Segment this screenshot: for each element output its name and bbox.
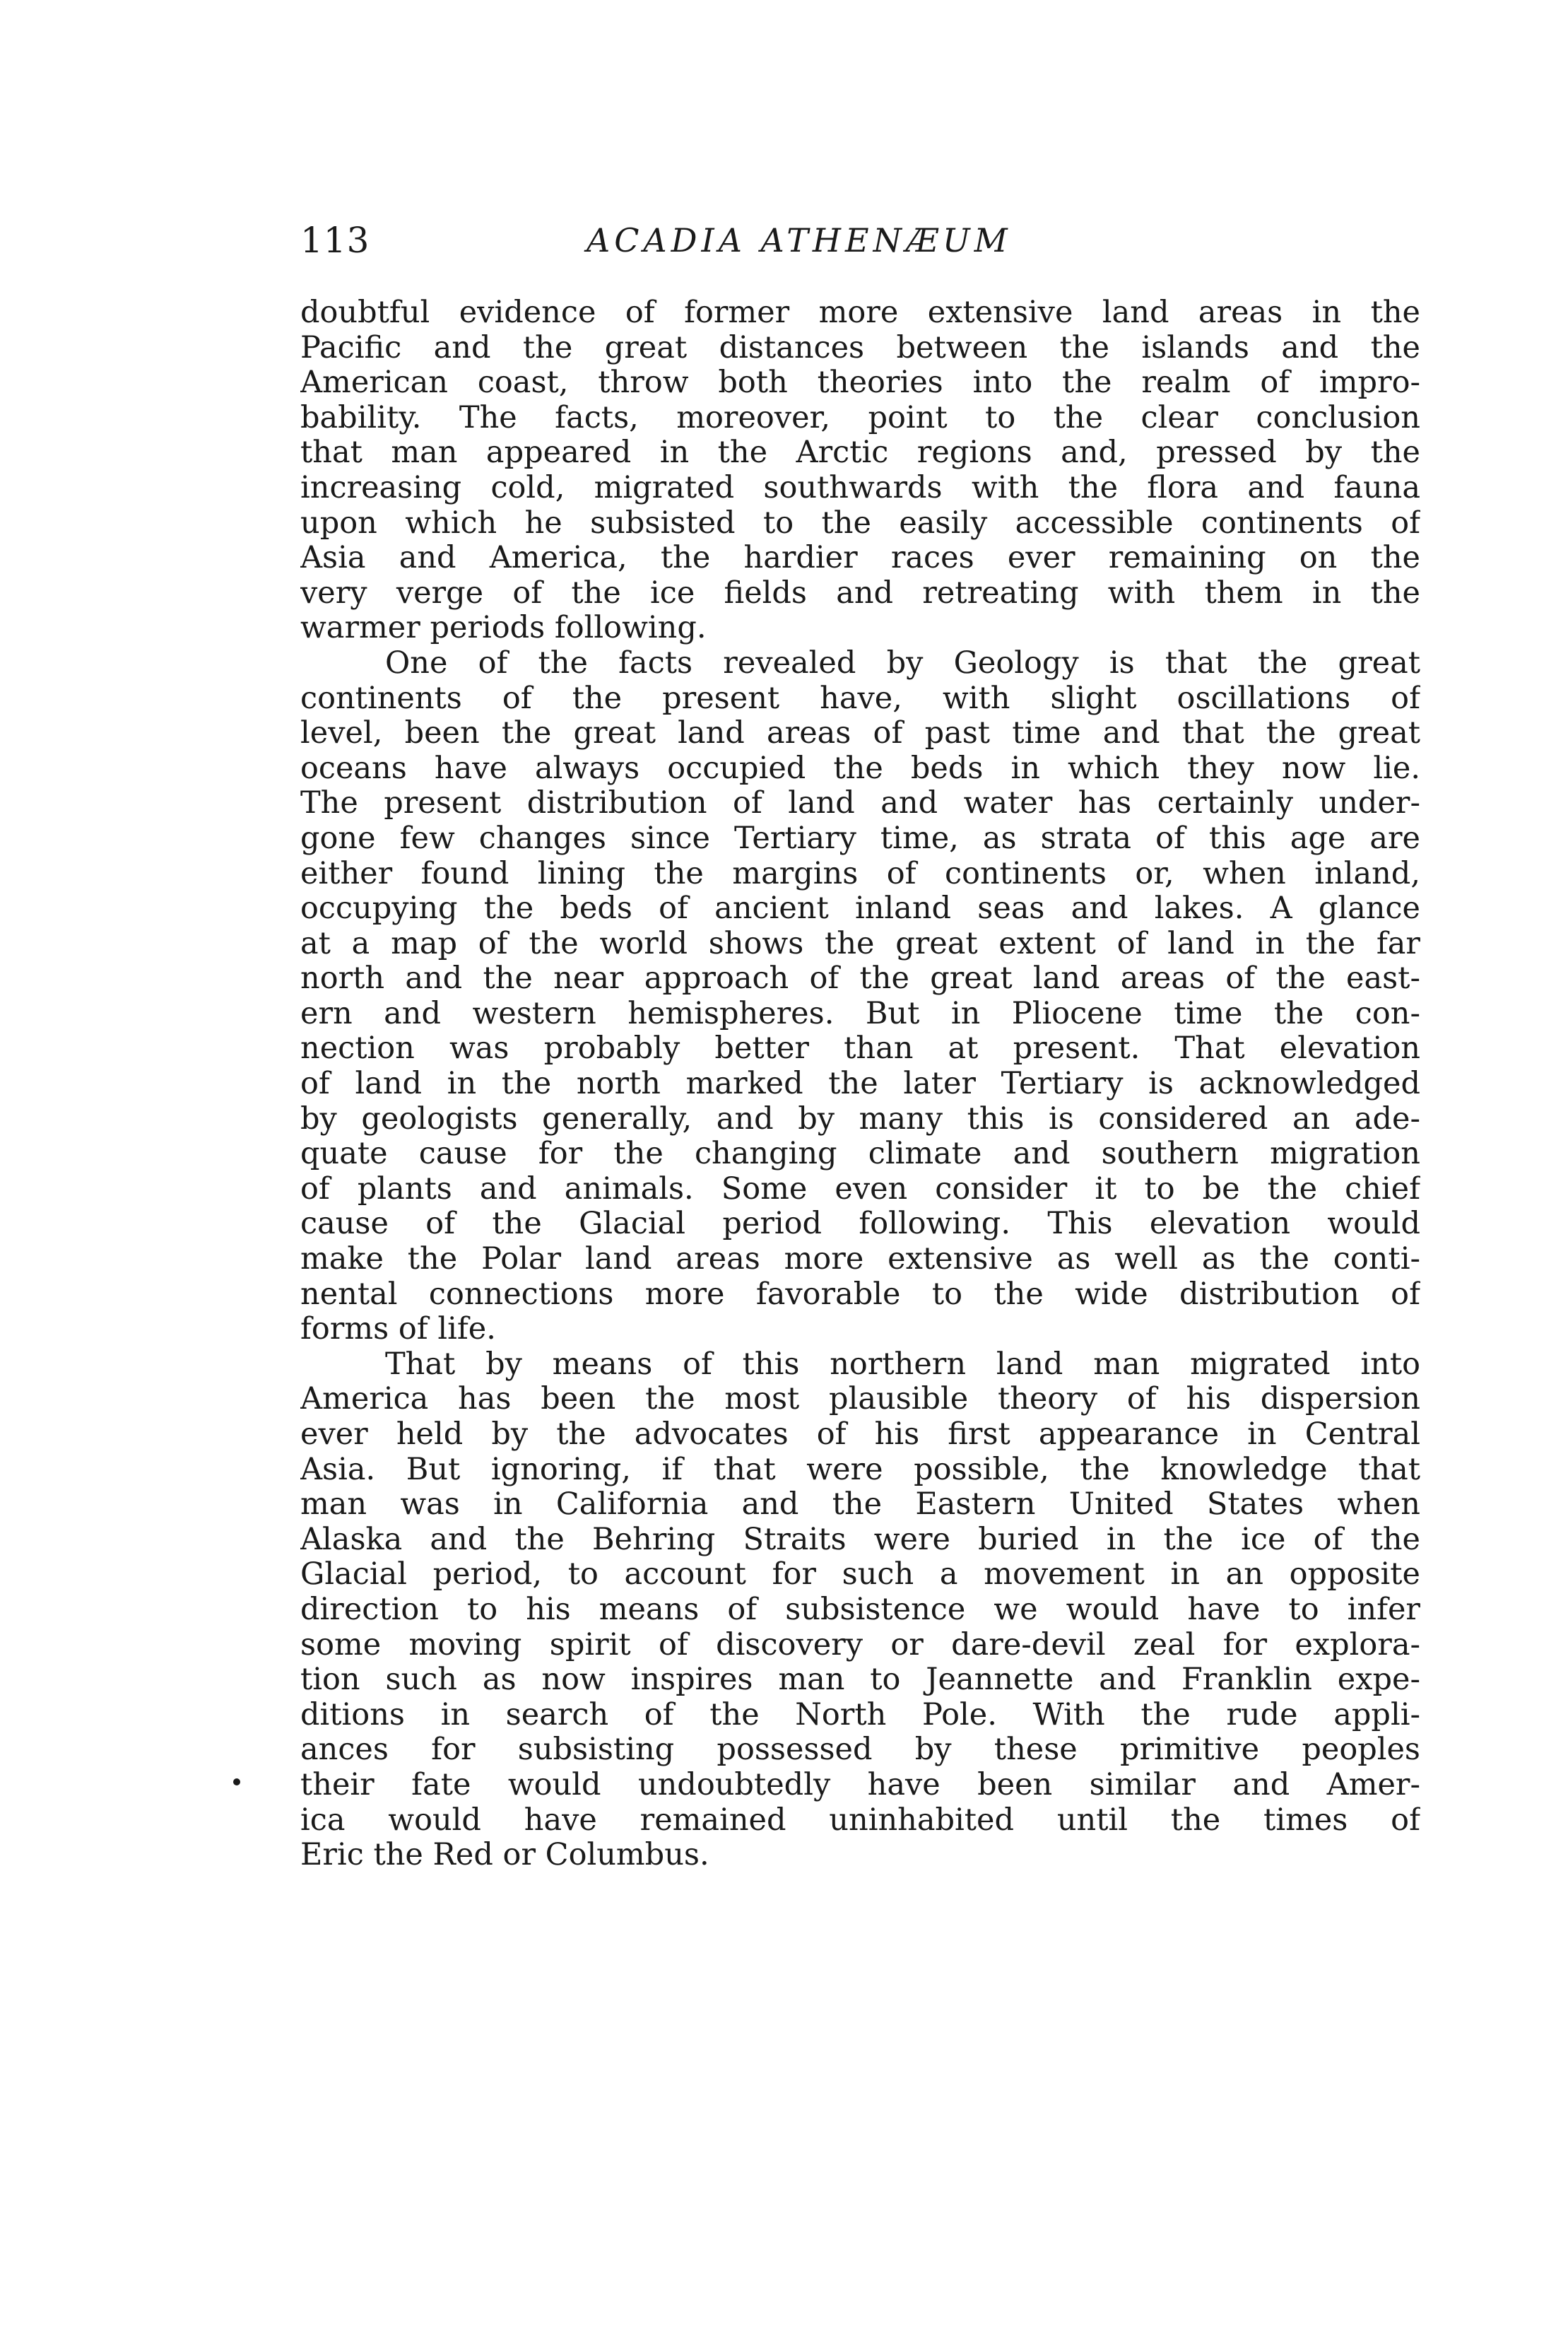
- text-line: some moving spirit of discovery or dare-devil zeal for explora-: [300, 1627, 1420, 1662]
- text-line: upon which he subsisted to the easily accessible continents of: [300, 505, 1420, 541]
- text-line: make the Polar land areas more extensive as well as the conti-: [300, 1242, 1420, 1277]
- text-line: American coast, throw both theories into the realm of impro-: [300, 365, 1420, 401]
- text-line: Asia and America, the hardier races ever remaining on the: [300, 541, 1420, 576]
- text-line: at a map of the world shows the great extent of land in the far: [300, 926, 1420, 961]
- text-line: nection was probably better than at present. That elevation: [300, 1031, 1420, 1067]
- text-line: continents of the present have, with slight oscillations of: [300, 681, 1420, 716]
- text-line: Glacial period, to account for such a movement in an opposite: [300, 1557, 1420, 1592]
- text-line: direction to his means of subsistence we would have to infer: [300, 1592, 1420, 1627]
- text-line: oceans have always occupied the beds in which they now lie.: [300, 751, 1420, 786]
- journal-title: ACADIA ATHENÆUM: [586, 221, 1012, 259]
- text-line: their fate would undoubtedly have been similar and Amer-: [300, 1767, 1420, 1802]
- text-line: ern and western hemispheres. But in Pliocene time the con-: [300, 996, 1420, 1031]
- text-line: ever held by the advocates of his first appearance in Central: [300, 1417, 1420, 1452]
- text-line: occupying the beds of ancient inland seas and lakes. A glance: [300, 891, 1420, 927]
- text-line: north and the near approach of the great land areas of the east-: [300, 961, 1420, 997]
- text-line: man was in California and the Eastern United States when: [300, 1487, 1420, 1523]
- text-line: Eric the Red or Columbus.: [300, 1838, 709, 1873]
- text-line: tion such as now inspires man to Jeannette and Franklin expe-: [300, 1662, 1420, 1698]
- paragraph-first-line: That by means of this northern land man migrated into: [385, 1347, 1420, 1382]
- text-line: Alaska and the Behring Straits were buried in the ice of the: [300, 1522, 1420, 1557]
- text-line: quate cause for the changing climate and southern migration: [300, 1137, 1420, 1172]
- text-line: that man appeared in the Arctic regions and, pressed by the: [300, 435, 1420, 471]
- paragraph-first-line: One of the facts revealed by Geology is that the great: [385, 645, 1420, 681]
- text-line: Pacific and the great distances between the islands and the: [300, 330, 1420, 365]
- text-line: ditions in search of the North Pole. With the rude appli-: [300, 1697, 1420, 1732]
- text-line: America has been the most plausible theory of his dispersion: [300, 1382, 1420, 1417]
- text-line: gone few changes since Tertiary time, as strata of this age are: [300, 821, 1420, 856]
- text-line: forms of life.: [300, 1312, 496, 1347]
- text-line: doubtful evidence of former more extensive land areas in the: [300, 295, 1420, 330]
- margin-mark: [233, 1778, 240, 1785]
- text-line: The present distribution of land and water has certainly under-: [300, 786, 1420, 821]
- text-line: increasing cold, migrated southwards with the flora and fauna: [300, 470, 1420, 505]
- text-line: level, been the great land areas of past time and that the great: [300, 716, 1420, 751]
- text-line: by geologists generally, and by many this is considered an ade-: [300, 1101, 1420, 1137]
- text-line: very verge of the ice fields and retreating with them in the: [300, 575, 1420, 611]
- running-head: [300, 212, 1431, 269]
- text-line: ica would have remained uninhabited until the times of: [300, 1802, 1420, 1838]
- text-line: ances for subsisting possessed by these primitive peoples: [300, 1732, 1420, 1768]
- text-line: bability. The facts, moreover, point to the clear conclusion: [300, 400, 1420, 435]
- body-text: [300, 295, 1420, 1873]
- text-line: cause of the Glacial period following. This elevation would: [300, 1207, 1420, 1242]
- text-line: Asia. But ignoring, if that were possible, the knowledge that: [300, 1452, 1420, 1487]
- text-line: of plants and animals. Some even consider it to be the chief: [300, 1171, 1420, 1207]
- page-number: 113: [300, 220, 370, 261]
- text-line: either found lining the margins of continents or, when inland,: [300, 856, 1420, 891]
- text-line: nental connections more favorable to the wide distribution of: [300, 1277, 1420, 1312]
- text-line: warmer periods following.: [300, 611, 707, 646]
- text-line: of land in the north marked the later Tertiary is acknowledged: [300, 1067, 1420, 1102]
